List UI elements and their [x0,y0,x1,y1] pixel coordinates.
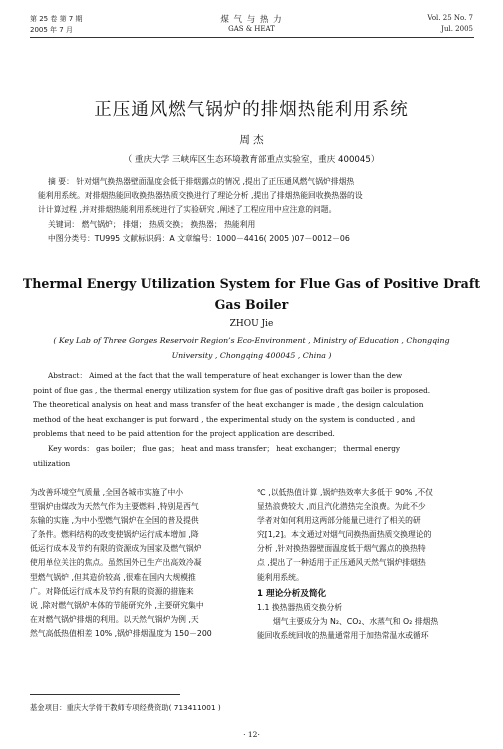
header-date: 2005 年 7 月 [30,26,73,34]
body-line: 能利用系统。 [257,572,304,582]
abstract-en-line: The theoretical analysis on heat and mass transfer of the heat exchanger is made , the design calculation [33,400,424,410]
body-line: 然气高低热值相差 10% ,锅炉排烟温度为 150－200 [30,628,212,638]
keywords-en: Key words： gas boiler； flue gas； heat and mass transfer； heat exchanger； thermal energy [48,443,401,453]
author-en: ZHOU Jie [229,319,274,329]
subsection-heading: 1.1 换热器热质交换分析 [257,602,343,612]
abstract-cn-line: 摘 要： 针对烟气换热器壁面温度会低于排烟露点的情况 ,提出了正压通风燃气锅炉排烟热 [48,177,355,186]
body-right-column [257,486,473,643]
body-line: 分析 ,针对换热器壁面温度低于烟气露点的换热特 [257,544,426,554]
footnote-rule [30,694,180,695]
header-rule [30,37,474,38]
title-en-line1: Thermal Energy Utilization System for Flue Gas of Positive Draft [22,276,481,291]
body-line: 究[1,2]。本文通过对烟气同换热面热质交换理论的 [257,530,432,540]
page-title: 正压通风燃气锅炉的排烟热能利用系统 [94,100,409,120]
abstract-en-line: method of the heat exchanger is put forward , the experimental study on the system is conducted , and [33,414,416,424]
body-line: 型燃气锅炉 ,但其造价较高 ,很难在国内大规模推 [30,572,196,582]
body-line: 型锅炉由煤改为天然气作为主要燃料 ,特别是西气 [30,502,199,512]
author-cn: 周 杰 [239,134,264,146]
abstract-en-line: point of flue gas , the thermal energy utilization system for flue gas of positive draft gas boiler is proposed. [33,385,431,395]
body-line: 能回收系统回收的热量通常用于加热常温水或循环 [257,630,429,640]
body-line: 烟气主要成分为 N₂、CO₂、水蒸气和 O₂ 排烟热 [273,616,439,626]
section-heading: 1 理论分析及简化 [257,588,327,599]
body-line: 广。对降低运行成本及节约有限的资源的措施来 [30,586,194,596]
body-line: 学者对如何利用这两部分能量已进行了相关的研 [257,516,421,526]
abstract-cn-line: 能利用系统。对排烟热能回收换热器热质交换进行了理论分析 ,提出了排烟热能回收换热器的设 [38,191,363,201]
body-line: 低运行成本及节约有限的资源成为国家及燃气锅炉 [30,544,202,554]
body-line: 了条件。燃料结构的改变使锅炉运行成本增加 ,降 [30,530,199,540]
header-journal-cn: 煤 气 与 热 力 [220,15,283,25]
affiliation-en-line2: University , Chongqing 400045 , China ) [171,351,332,360]
header-journal-en: GAS & HEAT [228,25,275,33]
abstract-cn-line: 计计算过程 ,并对排烟热能利用系统进行了实验研究 ,阐述了工程应用中应注意的问题。 [38,205,337,215]
page-number: · 12· [243,730,260,739]
keywords-en-cont: utilization [33,458,71,468]
header-volume: 第 25 卷 第 7 期 [30,15,83,23]
abstract-en-line: Abstract： Aimed at the fact that the wall temperature of heat exchanger is lower than the dew [48,371,403,380]
abstract-cn [38,175,458,246]
body-line: 为改善环境空气质量 ,全国各城市实施了中小 [30,488,184,497]
classification-cn: 中图分类号：TU995 文献标识码：A 文章编号：1000－4416( 2005 )07－0012－06 [48,233,350,243]
affiliation-en-line1: ( Key Lab of Three Gorges Reservoir Region’s Eco-Environment , Ministry of Education , Chongqing [53,336,450,345]
abstract-en [33,369,458,471]
body-line: 使用单位关注的焦点。虽然国外已生产出高效冷凝 [30,558,202,568]
keywords-cn: 关键词： 燃气锅炉； 排烟； 热质交换； 换热器； 热能利用 [48,219,256,229]
body-left-column [30,486,242,641]
footnote: 基金项目：重庆大学骨干教师专项经费资助( 713411001 ) [30,703,221,712]
affiliation-cn: （ 重庆大学 三峡库区生态环境教育部重点实验室，重庆 400045） [123,155,380,165]
header-date-en: Jul. 2005 [441,25,473,33]
body-line: 在对燃气锅炉排烟的利用。以天然气锅炉为例 ,天 [30,614,199,624]
abstract-en-line: problems that need to be paid attention for the project application are described. [33,429,335,439]
body-line: 点 ,提出了一种适用于正压通风天然气锅炉排烟热 [257,558,426,568]
title-en-line2: Gas Boiler [214,297,289,312]
body-line: 说 ,除对燃气锅炉本体的节能研究外 ,主要研究集中 [30,600,204,610]
body-line: ℃ ,以低热值计算 ,锅炉热效率大多低于 90% ,不仅 [257,488,433,497]
body-line: 东输的实施 ,为中小型燃气锅炉在全国的普及提供 [30,516,199,526]
body-line: 显热浪费较大 ,而且汽化潜热完全浪费。为此不少 [257,502,426,512]
header-volume-en: Vol. 25 No. 7 [427,14,473,22]
